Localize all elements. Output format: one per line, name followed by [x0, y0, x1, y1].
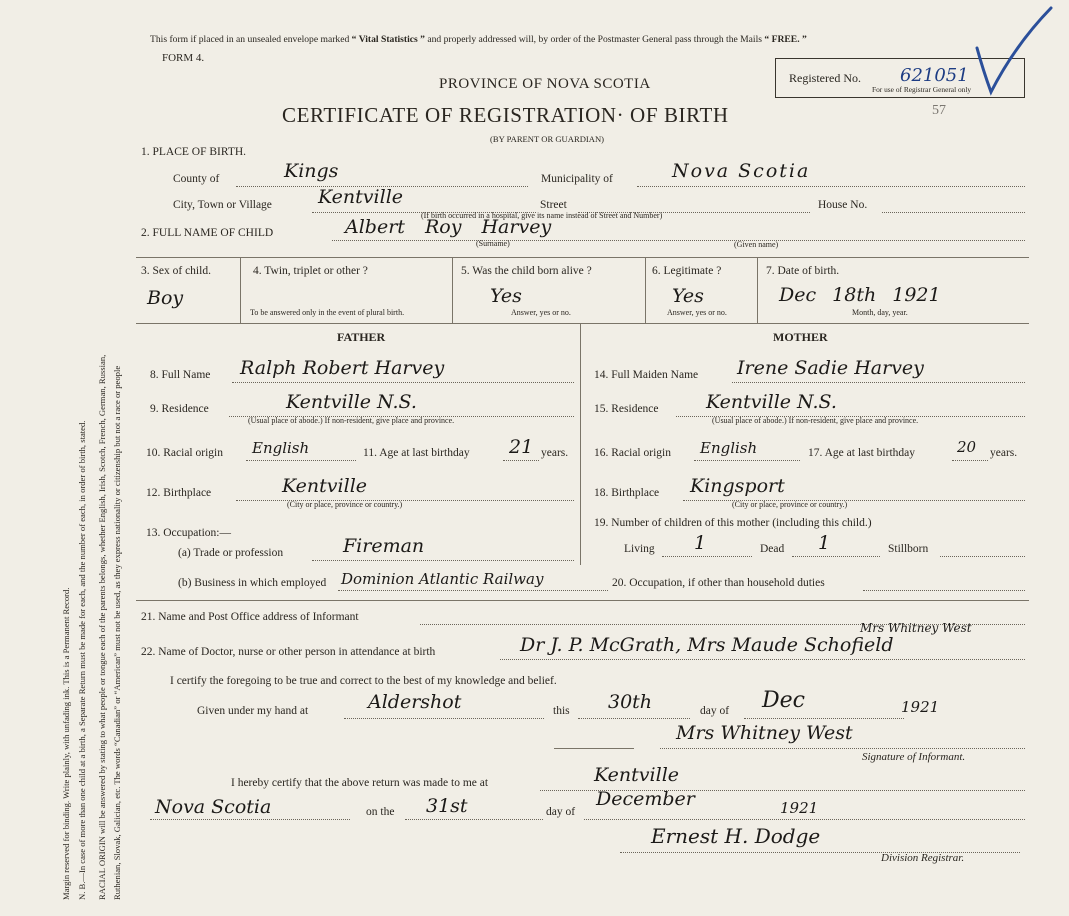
informant-label: 21. Name and Post Office address of Informant [141, 611, 359, 623]
registered-number: 621051 [900, 65, 969, 86]
given-month: Dec [762, 688, 805, 713]
father-age-value: 21 [509, 436, 534, 458]
father-name-value: Ralph Robert Harvey [240, 357, 445, 379]
living-value: 1 [694, 532, 707, 554]
margin-note-binding: Margin reserved for binding. Write plainly, with unfading ink. This is a Permanent Record. [61, 587, 71, 900]
doctor-extra-value: Mrs Whitney West [860, 621, 972, 635]
registrar-year: 1921 [780, 799, 819, 817]
city-value: Kentville [318, 186, 404, 208]
father-name-label: 8. Full Name [150, 369, 211, 381]
registered-label: Registered No. [789, 71, 861, 85]
legit-label: 6. Legitimate ? [652, 265, 722, 277]
mother-name-label: 14. Full Maiden Name [594, 369, 699, 381]
street-label: Street [540, 199, 567, 211]
trade-value: Fireman [343, 535, 425, 557]
registrar-month: December [596, 788, 695, 810]
mother-birthplace-label: 18. Birthplace [594, 487, 660, 499]
alive-note: Answer, yes or no. [511, 308, 571, 317]
child-name-label: 2. FULL NAME OF CHILD [141, 227, 274, 239]
trade-label: (a) Trade or profession [178, 547, 284, 559]
legit-value: Yes [672, 285, 704, 307]
twin-note: To be answered only in the event of plural birth. [250, 308, 405, 317]
notice-vital: “ Vital Statistics ” [351, 34, 425, 45]
registrar-place: Kentville [594, 764, 680, 786]
given-year: 1921 [901, 698, 940, 716]
date-label: 7. Date of birth. [766, 265, 840, 277]
subtitle: (BY PARENT OR GUARDIAN) [490, 134, 605, 144]
dead-value: 1 [818, 532, 831, 554]
given-label: Given under my hand at [197, 705, 309, 717]
province-title: PROVINCE OF NOVA SCOTIA [439, 76, 651, 92]
doctor-label: 22. Name of Doctor, nurse or other person in attendance at birth [141, 646, 436, 658]
given-place: Aldershot [368, 691, 462, 713]
father-birthplace-value: Kentville [282, 475, 368, 497]
mother-racial-value: English [700, 439, 758, 457]
informant-certify: I certify the foregoing to be true and correct to the best of my knowledge and belief. [170, 675, 557, 687]
business-label: (b) Business in which employed [178, 577, 327, 589]
house-label: House No. [818, 199, 868, 211]
given-this-label: this [553, 705, 570, 717]
municipality-label: Municipality of [541, 173, 613, 185]
margin-note-multiple-births: N. B.—In case of more than one child at a birth, a Separate Return must be made for each, and the number of each, in order of birth, stated. [77, 420, 87, 900]
hospital-note: (If birth occurred in a hospital, give its name instead of Street and Number) [421, 211, 663, 220]
corner-number: 57 [932, 103, 946, 118]
father-years: years. [541, 447, 569, 459]
city-label: City, Town or Village [173, 199, 272, 211]
county-value: Kings [284, 160, 339, 182]
father-age-label: 11. Age at last birthday [363, 447, 470, 459]
registrar-signature: Ernest H. Dodge [651, 824, 821, 848]
father-residence-label: 9. Residence [150, 403, 209, 415]
twin-label: 4. Twin, triplet or other ? [253, 265, 368, 277]
mother-name-value: Irene Sadie Harvey [737, 357, 924, 379]
mother-birthplace-value: Kingsport [690, 475, 785, 497]
mother-residence-note: (Usual place of abode.) If non-resident, give place and province. [712, 416, 919, 425]
alive-label: 5. Was the child born alive ? [461, 265, 592, 277]
father-racial-label: 10. Racial origin [146, 447, 223, 459]
father-racial-value: English [252, 439, 310, 457]
given-name-note: (Given name) [734, 240, 779, 249]
form-number: FORM 4. [162, 52, 205, 64]
given-day-of-label: day of [700, 705, 730, 717]
notice-free: “ FREE. ” [764, 34, 807, 45]
surname-note: (Surname) [476, 239, 510, 248]
children-label: 19. Number of children of this mother (including this child.) [594, 517, 872, 529]
mother-racial-label: 16. Racial origin [594, 447, 671, 459]
occupation-label: 13. Occupation:— [146, 527, 231, 539]
margin-note-racial-origin: RACIAL ORIGIN will be answered by stating to what people or tongue each of the parents belongs, whether English, Irish, Scotch, French, German, Russian, [97, 354, 107, 900]
father-birthplace-note: (City or place, province or country.) [287, 500, 403, 509]
mother-birthplace-note: (City or place, province or country.) [732, 500, 848, 509]
alive-value: Yes [490, 285, 522, 307]
father-residence-value: Kentville N.S. [286, 391, 417, 413]
notice-text-1: This form if placed in an unsealed envelope marked [150, 34, 352, 45]
father-residence-note: (Usual place of abode.) If non-resident, give place and province. [248, 416, 455, 425]
registrar-day-of-label: day of [546, 806, 576, 818]
date-note: Month, day, year. [852, 308, 908, 317]
informant-signature: Mrs Whitney West [676, 722, 853, 744]
postal-notice [150, 35, 807, 45]
date-value: Dec 18th 1921 [779, 284, 941, 306]
child-name-value: Albert Roy Harvey [345, 216, 552, 238]
informant-signature-label: Signature of Informant. [862, 751, 966, 763]
margin-note-racial-origin-cont: Ruthenian, Slovak, Galician, etc. The words “Canadian” or “American” must not be used, as they express nationality or citizenship but not a race or people [112, 365, 122, 900]
registrar-on-label: on the [366, 806, 395, 818]
notice-text-2: and properly addressed will, by order of the Postmaster General pass through the Mails [424, 34, 765, 45]
place-of-birth-label: 1. PLACE OF BIRTH. [141, 146, 247, 158]
registrar-province: Nova Scotia [155, 796, 272, 818]
mother-residence-value: Kentville N.S. [706, 391, 837, 413]
registrar-label: Division Registrar. [881, 852, 965, 864]
page-title: CERTIFICATE OF REGISTRATION· OF BIRTH [282, 103, 729, 127]
father-heading: FATHER [337, 330, 386, 344]
blue-checkmark-icon [965, 0, 1055, 100]
mother-residence-label: 15. Residence [594, 403, 659, 415]
mother-years: years. [990, 447, 1018, 459]
legit-note: Answer, yes or no. [667, 308, 727, 317]
living-label: Living [624, 543, 655, 555]
county-label: County of [173, 173, 220, 185]
mother-heading: MOTHER [773, 330, 828, 344]
mother-age-value: 20 [957, 438, 977, 456]
doctor-value: Dr J. P. McGrath, Mrs Maude Schofield [520, 634, 894, 656]
mother-occupation-label: 20. Occupation, if other than household duties [612, 577, 825, 589]
dead-label: Dead [760, 543, 785, 555]
given-day: 30th [608, 691, 653, 713]
father-birthplace-label: 12. Birthplace [146, 487, 212, 499]
sex-value: Boy [147, 287, 184, 309]
stillborn-label: Stillborn [888, 543, 929, 555]
registrar-day: 31st [426, 795, 468, 817]
sex-label: 3. Sex of child. [141, 265, 211, 277]
mother-age-label: 17. Age at last birthday [808, 447, 915, 459]
registrar-certify: I hereby certify that the above return was made to me at [231, 777, 489, 789]
business-value: Dominion Atlantic Railway [341, 570, 544, 588]
municipality-value: Nova Scotia [672, 160, 811, 182]
registrar-use-note: For use of Registrar General only [872, 85, 972, 94]
